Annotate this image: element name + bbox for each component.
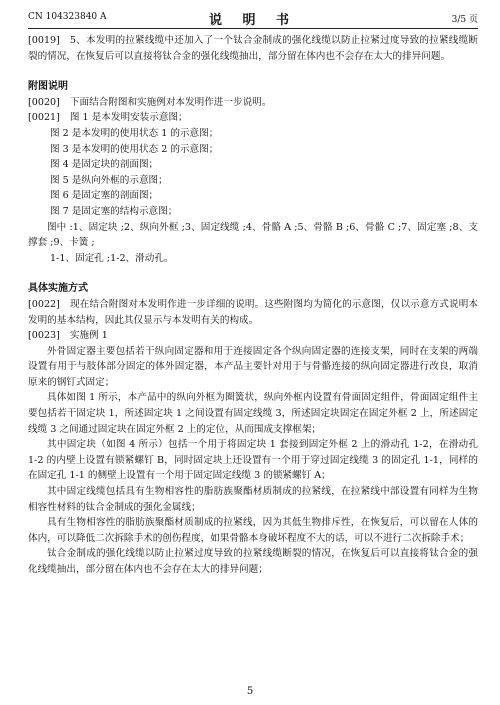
figure-desc-6: 图 6 是固定塞的剖面图；	[50, 190, 159, 202]
document-body	[28, 33, 478, 578]
spacer	[28, 64, 478, 79]
doc-title: 说 明 书	[208, 13, 298, 28]
embodiment-heading: 实施例 1	[69, 330, 108, 342]
para-tag: [0019]	[28, 35, 60, 46]
embodiment-para-5: 具有生物相容性的脂肪族聚酯材质制成的拉紧线，因为其低生物排斥性，在恢复后，可以留在人体的体内，可以降低二次拆除手术的创伤程度，如果骨骼本身破坏程度不大的话，可以不进行二次拆除手术；	[28, 517, 478, 544]
paragraph-0020	[28, 95, 478, 111]
paragraph-0019	[28, 33, 478, 64]
figure-desc-7: 图 7 是固定塞的结构示意图；	[50, 205, 178, 217]
section-title-figures: 附图说明	[28, 81, 68, 93]
page-header	[28, 8, 478, 28]
figure-desc-3: 图 3 是本发明的使用状态 2 的示意图；	[50, 143, 219, 155]
spacer	[28, 266, 478, 281]
embodiment-para-6: 钛合金制成的强化线缆以防止拉紧过度导致的拉紧线缆断裂的情况，在恢复后可以直接将钛合金的强化线缆抽出，部分留在体内也不会存在太大的排异问题；	[28, 548, 478, 575]
embodiment-para-3: 其中固定块（如图 4 所示）包括一个用于将固定块 1 套接到固定外框 2 上的滑动孔 1-2，在滑动孔 1-2 的内壁上设置有锁紧螺钉 B，同时固定块上还设置有一个用于穿过固定线缆 3 的固定孔 1-1，同样的在固定孔 1-1 的侧壁上设置有一个用于固定固定线缆 3 的锁紧螺钉 A；	[28, 439, 478, 482]
para-text: 5、本发明的拉紧线缆中还加入了一个钛合金制成的强化线缆以防止拉紧过度导致的拉紧线缆断裂的情况，在恢复后可以直接将钛合金的强化线缆抽出，部分留在体内也不会存在太大的排异问题。	[28, 35, 478, 62]
para-tag: [0021]	[28, 112, 60, 124]
figure-legend: 图中 :1、固定块 ;2、纵向外框 ;3、固定线缆 ;4、骨骼 A ;5、骨骼 B ;6、骨骼 C ;7、固定塞 ;8、支撑套 ;9、卡簧 ;	[28, 221, 478, 249]
paragraph-0023	[28, 328, 478, 344]
header-rule	[28, 28, 478, 29]
embodiment-para-2: 具体如图 1 所示，本产品中的纵向外框为圈簧状，纵向外框内设置有骨面固定组件，骨面固定组件主要包括若干固定块 1，所述固定块 1 之间设置有固定线缆 3，所述固定块固定在固定外框 2 上，所述固定线缆 3 之间通过固定块在固定外框 2 上的定位，从而围成支撑框架；	[28, 392, 478, 435]
para-tag: [0022]	[28, 298, 60, 310]
figure-desc-2: 图 2 是本发明的使用状态 1 的示意图；	[50, 127, 219, 139]
page-info: 3/5 页	[451, 15, 478, 25]
paragraph-0021	[28, 110, 478, 126]
figure-desc-1: 图 1 是本发明安装示意图；	[69, 112, 188, 124]
section-title-embodiment: 具体实施方式	[28, 283, 88, 295]
paragraph-0022	[28, 297, 478, 328]
para-tag: [0020]	[28, 96, 60, 108]
embodiment-para-1: 外骨固定器主要包括若干纵向固定器和用于连接固定各个纵向固定器的连接支架，同时在支架的两端设置有用于与肢体部分固定的体外固定器，本产品主要针对用于与骨骼连接的纵向固定器进行改良，取消原来的钢钉式固定；	[28, 345, 478, 388]
figure-desc-4: 图 4 是固定块的剖面图；	[50, 159, 159, 171]
page-number: 5	[246, 686, 254, 697]
para-tag: [0023]	[28, 330, 60, 342]
doc-number: CN 104323840 A	[28, 12, 107, 22]
embodiment-para-4: 其中固定线缆包括具有生物相容性的脂肪族聚酯材质制成的拉紧线，在拉紧线中部设置有同样为生物相容性材料的钛合金制成的强化金属线；	[28, 486, 478, 513]
para-text: 下面结合附图和实施例对本发明作进一步说明。	[69, 96, 272, 108]
figure-legend-cont: 1-1、固定孔 ;1-2、滑动孔。	[50, 252, 174, 264]
para-text: 现在结合附图对本发明作进一步详细的说明。这些附图均为简化的示意图，仅以示意方式说明本发明的基本结构，因此其仅显示与本发明有关的构成。	[28, 298, 478, 326]
figure-desc-5: 图 5 是纵向外框的示意图；	[50, 174, 168, 186]
